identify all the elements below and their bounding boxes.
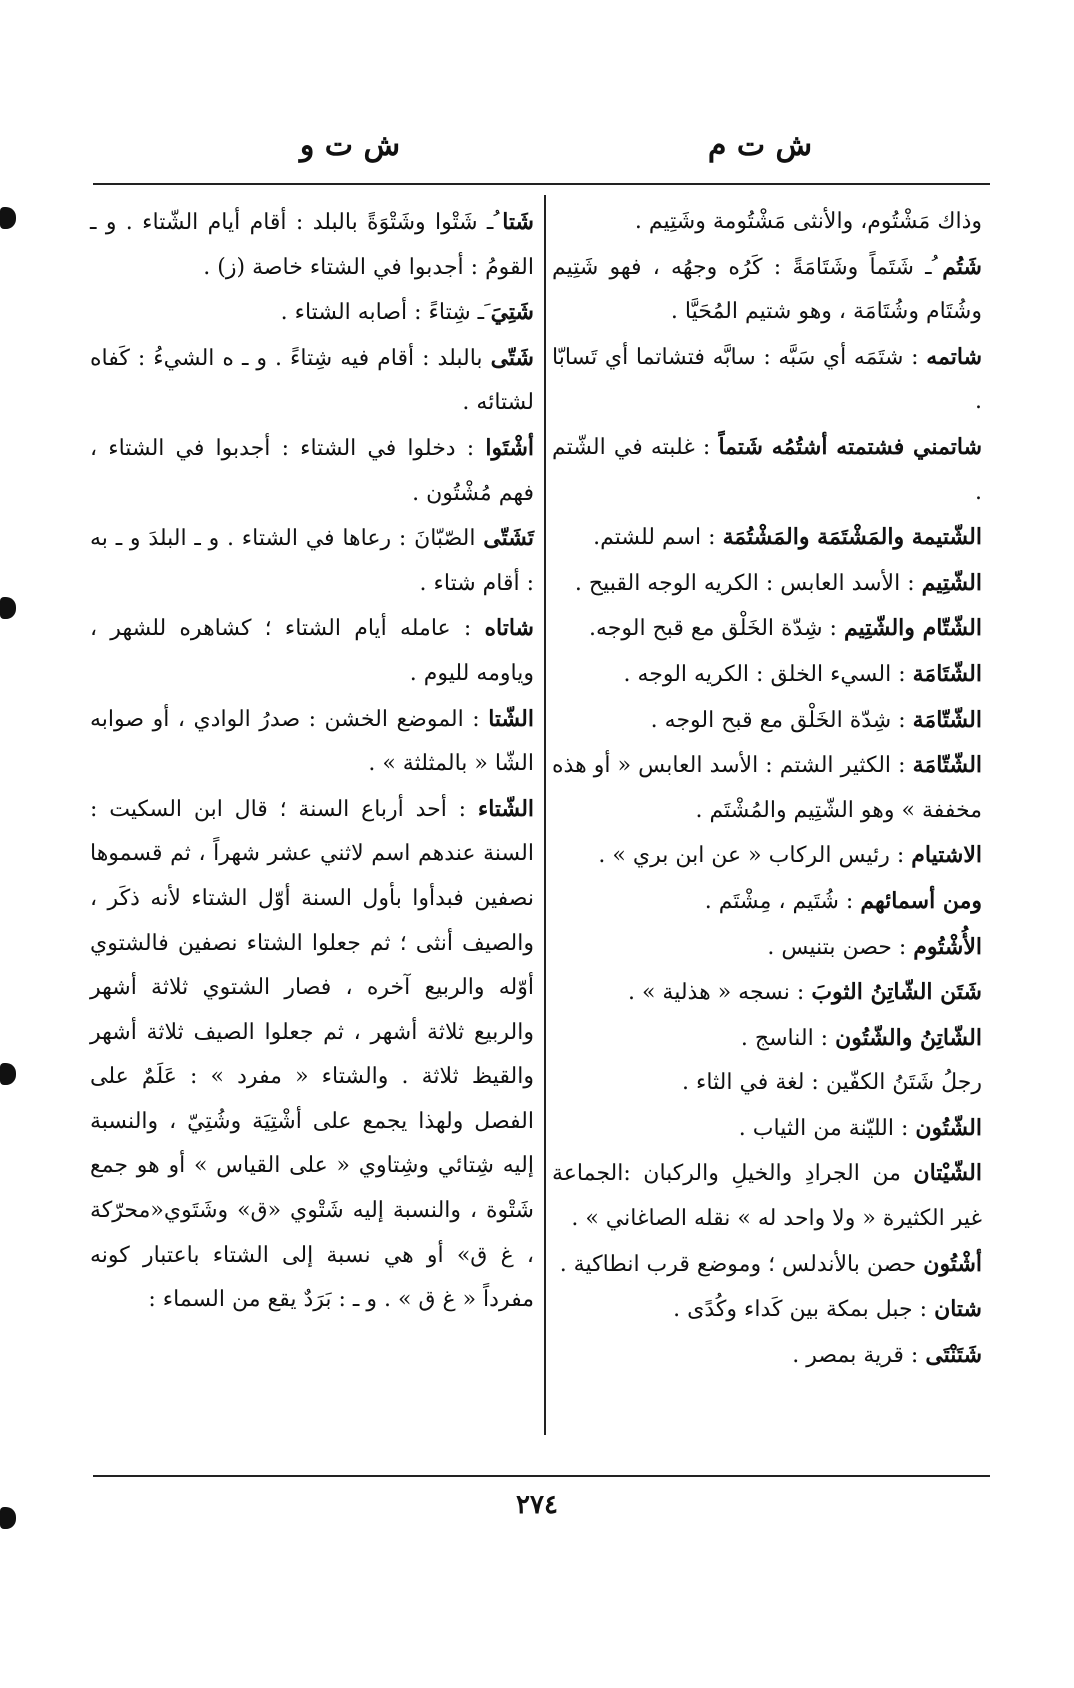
entry-definition: الصّبّانَ : رعاها في الشتاء . و ـ البلدَ و ـ به : أقام شتاء . — [90, 526, 534, 596]
entry-headword: الشّاتِنُ والشّتُون — [835, 1024, 982, 1051]
entry-definition: : الموضع الخشن : صدرُ الوادي ، أو صوابه الشّا « بالمثلثة » . — [90, 706, 534, 777]
entry-headword: شَتّى — [490, 344, 534, 371]
column-divider — [544, 195, 546, 1435]
dictionary-entry — [552, 652, 982, 698]
entry-definition: : أحد أرباع السنة ؛ قال ابن السكيت : السنة عندهم اسم لاثني عشر شهراً ، ثم قسموها نصفين فبدأوا بأول السنة أوّل الشتاء لأنه ذكَر ، والصيف أنثى ؛ ثم جعلوا الشتاء نصفين فالشتوي أوّله والربيع آخره ، فصار الشتوي ثلاثة أشهر والربيع ثلاثة أشهر ، ثم جعلوا الصيف ثلاثة أشهر والقيظ ثلاثة . والشتاء « مفرد » : عَلَمٌ على الفصل ولهذا يجمع على أشْتِيَة وشُتِيّ ، والنسبة إليه شِتائي وشِتاوي « على القياس » أو هو جمع شَتْوة ، والنسبة إليه شَتْوي «ق» وشَتَوي«محرّكة ، غ ق» أو هي نسبة إلى الشتاء باعتبار كونه مفرداً « غ ق » . و ـ : بَرَدٌ يقع من السماء : — [90, 796, 534, 1313]
entry-headword: شَتَن الشّاتِنُ الثوبَ — [811, 979, 982, 1006]
scan-mark — [0, 1507, 16, 1529]
entry-headword: الأُشْتُوم — [913, 933, 982, 960]
entry-headword: الشّتاء — [477, 795, 535, 822]
entry-definition: : شِدّة الخَلْق مع قبح الوجه . — [650, 707, 906, 733]
scan-mark — [0, 207, 16, 229]
dictionary-entry — [552, 515, 982, 561]
scan-mark — [0, 1063, 16, 1085]
dictionary-entry — [552, 743, 982, 833]
entry-headword: ومن أسمائهم — [860, 887, 982, 914]
entry-definition: رجلُ شَتَنُ الكفّين : لغة في الثاء . — [681, 1070, 982, 1096]
page-number: ٢٧٤ — [516, 1490, 558, 1520]
dictionary-entry — [90, 200, 534, 290]
header-root-right: ش ت م — [707, 128, 813, 163]
right-column — [552, 200, 982, 1378]
top-rule — [93, 183, 990, 185]
entry-headword: شَتُم — [942, 253, 982, 280]
dictionary-entry — [552, 833, 982, 879]
dictionary-entry — [90, 606, 534, 696]
entry-headword: أشْتُون — [923, 1250, 982, 1277]
dictionary-entry — [552, 1106, 982, 1152]
dictionary-entry — [552, 1016, 982, 1062]
entry-headword: شاتمه — [926, 343, 983, 370]
dictionary-entry — [552, 1333, 982, 1379]
header-root-left: ش ت و — [299, 128, 401, 163]
entry-definition: حصن بالأندلس ؛ وموضع قرب انطاكية . — [559, 1251, 917, 1277]
entry-definition: : السيء الخلق : الكريه الوجه . — [623, 661, 906, 687]
entry-headword: الشّتّامَة — [912, 706, 982, 733]
entry-headword: الاشتيام — [911, 842, 982, 869]
dictionary-entry — [552, 1287, 982, 1333]
entry-headword: الشّتُون — [915, 1114, 982, 1141]
entry-definition: : عامله أيام الشتاء ؛ كشاهره للشهر ، وياومه لليوم . — [90, 616, 534, 686]
dictionary-entry — [552, 561, 982, 607]
entry-definition: : الليّنة من الثياب . — [738, 1115, 909, 1141]
entry-definition: : جبل بمكة بين كَداء وكُدًى . — [673, 1297, 928, 1323]
entry-headword: الشّتيمة والمَشْتَمَة والمَشْتُمَة — [722, 524, 982, 551]
entry-definition: : نسجه « هذلية » . — [627, 980, 805, 1006]
dictionary-entry — [552, 200, 982, 245]
entry-definition: : اسم للشتم. — [593, 525, 716, 551]
dictionary-entry — [552, 335, 982, 425]
entry-headword: تَشَتّى — [483, 525, 534, 552]
entry-definition: ُـ شَتَماً وشَتَامَةً : كَرُه وجهُه ، فهو شَتِيم وشُتَام وشُتَامَة ، وهو شتيم المُحَيَّا . — [552, 254, 982, 325]
dictionary-entry — [90, 787, 534, 1323]
dictionary-entry — [552, 970, 982, 1016]
entry-definition: : شتَمَه أي سَبَّه : سابَّه فتشاتما أي تَسابّا . — [552, 344, 982, 415]
entry-headword: شَتَنْتَى — [925, 1341, 982, 1368]
dictionary-entry — [552, 698, 982, 744]
dictionary-entry — [552, 245, 982, 335]
left-column — [90, 200, 534, 1323]
entry-headword: شاتاه — [484, 615, 534, 642]
entry-headword: الشّتّامَة — [912, 752, 983, 779]
entry-definition: وذاك مَشْتُوم، والأنثى مَشْتُومة وشَتِيم . — [634, 209, 982, 234]
entry-headword: الشّيْتان — [913, 1160, 982, 1187]
entry-definition: : الناسج . — [740, 1025, 829, 1051]
dictionary-entry — [90, 336, 534, 426]
entry-headword: شتان — [934, 1296, 982, 1323]
entry-definition: من الجرادِ والخيلِ والركبان :الجماعة غير الكثيرة « ولا واحد له » نقله الصاغاني » . — [552, 1161, 982, 1232]
dictionary-entry — [552, 606, 982, 652]
entry-definition: : رئيس الركاب « عن ابن بري » . — [598, 843, 905, 869]
entry-definition: : شُتَيم ، مِشْتَم . — [704, 888, 854, 914]
entry-definition: ُـ شَتْوا وشَتْوَةً بالبلد : أقام أيام الشّتاء . و ـ القومُ : أجدبوا في الشتاء خاصة (ز) . — [90, 210, 534, 280]
entry-definition: : قرية بمصر . — [792, 1342, 919, 1368]
dictionary-entry — [552, 425, 982, 515]
dictionary-entry — [552, 1061, 982, 1106]
entry-headword: أشْتَوا — [485, 434, 534, 461]
entry-definition: : غلبته في الشّتم . — [552, 434, 982, 505]
entry-definition: : حصن بتنيس . — [767, 934, 907, 960]
entry-headword: شَتا — [502, 209, 534, 235]
entry-definition: : الكثير الشتم : الأسد العابس « أو هذه مخففة » وهو الشّتِيم والمُشْتَم . — [552, 753, 982, 823]
dictionary-entry — [552, 1151, 982, 1241]
entry-headword: الشّتَامَة — [912, 660, 982, 687]
dictionary-entry — [552, 1242, 982, 1288]
entry-headword: شَتِيَ — [490, 299, 534, 326]
entry-definition: : الأسد العابس : الكريه الوجه القبيح . — [574, 570, 915, 596]
scan-mark — [0, 597, 16, 619]
dictionary-entry — [552, 925, 982, 971]
entry-definition: بالبلد : أقام فيه شِتاءً . و ـ ه الشيءُ : كَفاه لشتائه . — [90, 345, 534, 416]
entry-definition: َـ شِتاءً : أصابه الشتاء . — [280, 300, 485, 326]
bottom-rule — [93, 1475, 990, 1477]
entry-headword: الشّتِيم — [921, 569, 982, 596]
dictionary-entry — [90, 426, 534, 516]
dictionary-entry — [90, 516, 534, 606]
dictionary-entry — [90, 290, 534, 336]
entry-headword: الشّتّام والشّتِيم — [843, 615, 982, 642]
dictionary-entry — [90, 697, 534, 787]
dictionary-entry — [552, 879, 982, 925]
entry-headword: شاتمني فشتمته أشتُمُه شَتماً — [718, 433, 983, 460]
entry-headword: الشّتا — [488, 705, 534, 732]
entry-definition: : دخلوا في الشتاء : أجدبوا في الشتاء ، فهم مُشْتُون . — [90, 435, 534, 506]
entry-definition: : شِدّة الخَلْق مع قبح الوجه. — [588, 616, 837, 642]
